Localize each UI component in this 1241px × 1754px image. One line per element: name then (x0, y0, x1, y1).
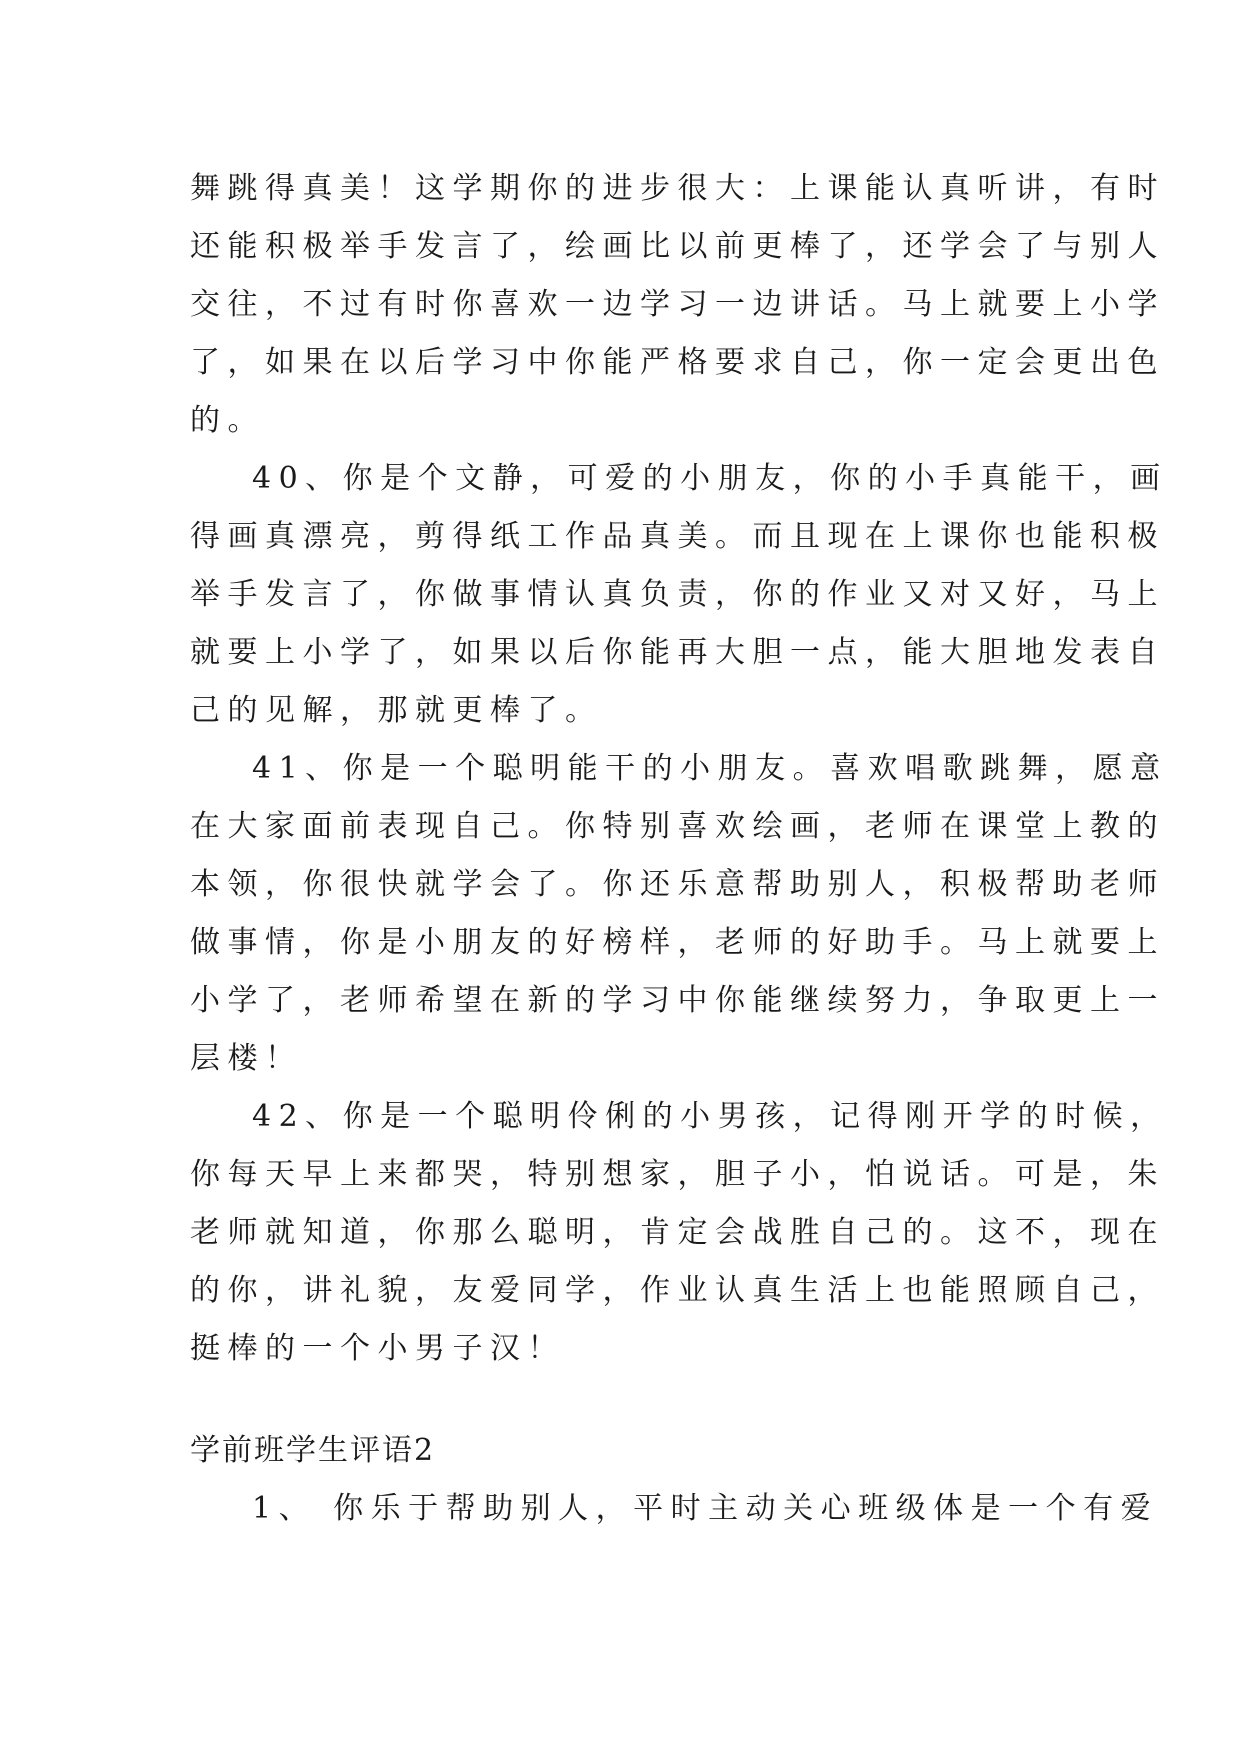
paragraph-41 (190, 740, 1168, 1088)
text-line: 己的见解，那就更棒了。 (190, 693, 603, 728)
text-line: 的你，讲礼貌，友爱同学，作业认真生活上也能照顾自己， (190, 1273, 1165, 1308)
text-line: 挺棒的一个小男子汉！ (190, 1331, 565, 1366)
text-line: 层楼！ (190, 1041, 303, 1076)
paragraph-40 (190, 450, 1168, 740)
section-heading: 学前班学生评语2 (190, 1433, 436, 1468)
paragraph-42 (190, 1088, 1168, 1378)
paragraph-continuation (190, 160, 1165, 450)
text-line: 举手发言了，你做事情认真负责，你的作业又对又好，马上 (190, 577, 1165, 612)
text-line: 做事情，你是小朋友的好榜样，老师的好助手。马上就要上 (190, 925, 1165, 960)
text-line: 你每天早上来都哭，特别想家，胆子小，怕说话。可是，朱 (190, 1157, 1165, 1192)
text-line: 交往，不过有时你喜欢一边学习一边讲话。马上就要上小学 (190, 287, 1165, 322)
text-line: 1、 你乐于帮助别人，平时主动关心班级体是一个有爱 (252, 1491, 1159, 1526)
text-line: 老师就知道，你那么聪明，肯定会战胜自己的。这不，现在 (190, 1215, 1165, 1250)
text-line: 得画真漂亮，剪得纸工作品真美。而且现在上课你也能积极 (190, 519, 1165, 554)
text-line: 41、你是一个聪明能干的小朋友。喜欢唱歌跳舞，愿意 (252, 751, 1168, 786)
text-line: 42、你是一个聪明伶俐的小男孩，记得刚开学的时候， (252, 1099, 1168, 1134)
text-line: 了，如果在以后学习中你能严格要求自己，你一定会更出色 (190, 345, 1165, 380)
text-line: 就要上小学了，如果以后你能再大胆一点，能大胆地发表自 (190, 635, 1165, 670)
text-line: 在大家面前表现自己。你特别喜欢绘画，老师在课堂上教的 (190, 809, 1165, 844)
text-line: 的。 (190, 403, 265, 438)
text-line: 还能积极举手发言了，绘画比以前更棒了，还学会了与别人 (190, 229, 1165, 264)
text-line: 40、你是个文静，可爱的小朋友，你的小手真能干，画 (252, 461, 1168, 496)
text-line: 本领，你很快就学会了。你还乐意帮助别人，积极帮助老师 (190, 867, 1165, 902)
document-page (190, 160, 1168, 1538)
text-line: 舞跳得真美！这学期你的进步很大：上课能认真听讲，有时 (190, 171, 1165, 206)
text-line: 小学了，老师希望在新的学习中你能继续努力，争取更上一 (190, 983, 1165, 1018)
